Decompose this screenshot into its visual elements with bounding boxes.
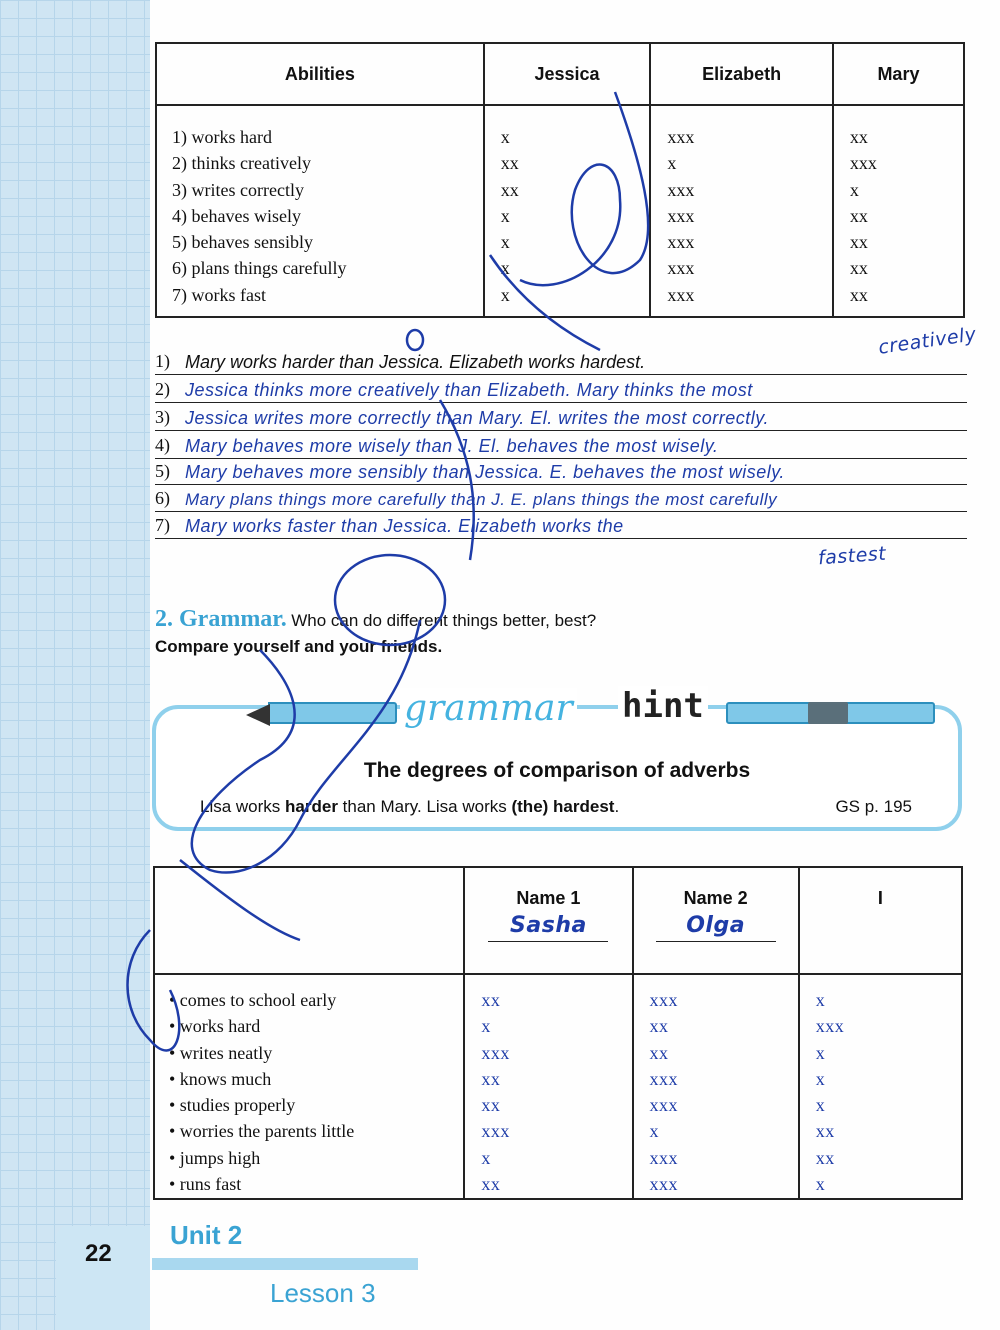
hint-title: The degrees of comparison of adverbs	[363, 759, 751, 782]
sentence-number: 7)	[155, 515, 170, 535]
table-row-ability: 4) behaves wisely	[172, 205, 301, 226]
mark-cell: x	[481, 1016, 491, 1037]
pencil-ferrule-icon	[808, 702, 848, 724]
abilities-table	[155, 42, 965, 318]
sentence-line-6	[155, 485, 967, 512]
hint-label-hint: hint	[618, 686, 708, 726]
mark-cell: x	[815, 990, 826, 1010]
table-row-activity: • comes to school early	[169, 990, 337, 1010]
lesson-label: Lesson 3	[270, 1278, 376, 1308]
col-header-empty	[154, 867, 464, 974]
mark-cell: xxx	[815, 1016, 845, 1037]
exercise-number: 2. Grammar.	[155, 606, 287, 632]
col-header-abilities: Abilities	[156, 43, 484, 105]
table-row-activity: • runs fast	[169, 1174, 242, 1195]
mark-cell: xxx	[849, 153, 877, 174]
col-header-jessica: Jessica	[484, 43, 651, 105]
sentence-number: 4)	[155, 435, 170, 455]
table-row-activity: • knows much	[169, 1068, 272, 1089]
table-row-ability: 7) works fast	[172, 284, 266, 305]
handwritten-answer: Mary plans things more carefully than J. E. plans things the most carefully	[185, 490, 778, 509]
mark-cell: x	[849, 179, 859, 200]
mark-cell: xx	[849, 258, 868, 279]
mark-cell: xxx	[667, 127, 695, 147]
abilities-column	[156, 105, 484, 317]
unit-bar	[152, 1258, 418, 1270]
mark-cell: xxx	[481, 1121, 510, 1142]
hint-example-part: .	[614, 797, 620, 816]
table-row-activity: • worries the parents little	[169, 1121, 355, 1142]
mark-cell: xxx	[649, 1147, 679, 1168]
handwritten-answer: Jessica writes more correctly than Mary. El. writes the most correctly.	[185, 408, 769, 428]
jessica-column	[484, 105, 651, 317]
exercise-instruction: Compare yourself and your friends.	[155, 637, 443, 656]
handwritten-tail-fastest: fastest	[817, 542, 887, 570]
mark-cell: xxx	[667, 284, 695, 305]
mark-cell: x	[649, 1121, 660, 1142]
sentence-number: 3)	[155, 407, 170, 427]
mark-cell: x	[500, 258, 510, 279]
mark-cell: xx	[481, 1068, 501, 1089]
sentence-number: 1)	[155, 351, 170, 371]
sentence-line-3	[155, 404, 967, 431]
mark-cell: xxx	[667, 258, 695, 279]
table-row-activity: • studies properly	[169, 1095, 296, 1116]
pencil-tip-icon	[246, 704, 270, 726]
mark-cell: x	[815, 1068, 826, 1089]
mark-cell: xx	[815, 1147, 835, 1168]
mary-column	[833, 105, 964, 317]
mark-cell: x	[500, 232, 510, 253]
table-row-ability: 5) behaves sensibly	[172, 232, 313, 253]
sentence-number: 2)	[155, 379, 170, 399]
mark-cell: xx	[649, 1042, 669, 1063]
unit-label: Unit 2	[170, 1220, 243, 1250]
mark-cell: xxx	[667, 205, 695, 226]
mark-cell: xx	[849, 205, 868, 226]
name2-column	[633, 974, 799, 1199]
table-header-row	[156, 43, 964, 105]
mark-cell: xxx	[481, 1042, 510, 1063]
mark-cell: xxx	[649, 1068, 679, 1089]
mark-cell: x	[815, 1095, 826, 1116]
name1-field: Sasha	[488, 913, 608, 942]
name2-field: Olga	[656, 913, 776, 942]
col-header-name1	[464, 867, 632, 974]
handwritten-tail-creatively: creatively	[876, 323, 978, 359]
mark-cell: xx	[481, 1095, 501, 1116]
hint-reference: GS p. 195	[835, 797, 912, 816]
mark-cell: xx	[815, 1121, 835, 1142]
mark-cell: x	[815, 1174, 826, 1195]
exercise-2	[155, 606, 596, 657]
table-row-ability: 6) plans things carefully	[172, 258, 347, 279]
mark-cell: xxx	[649, 1095, 679, 1116]
table-body-row	[154, 974, 962, 1199]
sentence-number: 6)	[155, 488, 170, 508]
activities-column	[154, 974, 464, 1199]
sentence-line-1	[155, 348, 967, 375]
table-row-activity: • jumps high	[169, 1147, 261, 1168]
col-header-label: Name 1	[516, 888, 581, 908]
mark-cell: x	[667, 153, 677, 174]
mark-cell: xx	[849, 232, 868, 253]
mark-cell: xx	[481, 1174, 501, 1195]
col-header-elizabeth: Elizabeth	[650, 43, 833, 105]
grid-margin	[0, 0, 150, 1330]
mark-cell: x	[500, 284, 510, 305]
mark-cell: xx	[500, 153, 519, 174]
sentence-text: Mary works harder than Jessica. Elizabeth works hardest.	[185, 352, 646, 372]
mark-cell: xxx	[649, 990, 679, 1010]
hint-example-part: Lisa works	[200, 797, 286, 816]
hint-example	[200, 797, 619, 817]
mark-cell: xx	[849, 127, 868, 147]
table-row-ability: 3) writes correctly	[172, 179, 304, 200]
mark-cell: x	[481, 1147, 491, 1168]
mark-cell: xx	[649, 1016, 669, 1037]
handwritten-answer: Mary behaves more wisely than J. El. behaves the most wisely.	[185, 436, 719, 456]
sentence-number: 5)	[155, 461, 170, 481]
hint-example-bold: (the) hardest	[511, 797, 615, 816]
comparison-table	[153, 866, 963, 1200]
col-header-i: I	[799, 867, 962, 974]
mark-cell: xxx	[667, 179, 695, 200]
table-header-row	[154, 867, 962, 974]
sentence-line-5	[155, 458, 967, 485]
handwritten-answer: Mary behaves more sensibly than Jessica. E. behaves the most wisely.	[185, 462, 785, 482]
sentence-line-2	[155, 376, 967, 403]
col-header-mary: Mary	[833, 43, 964, 105]
handwritten-answer: Jessica thinks more creatively than Elizabeth. Mary thinks the most	[185, 380, 753, 400]
table-body-row	[156, 105, 964, 317]
table-row-activity: • works hard	[169, 1016, 261, 1037]
mark-cell: xx	[481, 990, 501, 1010]
table-row-activity: • writes neatly	[169, 1042, 273, 1063]
col-header-name2	[633, 867, 799, 974]
handwritten-answer: Mary works faster than Jessica. Elizabeth works the	[185, 516, 624, 536]
hint-label-grammar: grammar	[400, 688, 577, 729]
elizabeth-column	[650, 105, 833, 317]
table-row-ability: 1) works hard	[172, 127, 272, 147]
mark-cell: xx	[849, 284, 868, 305]
page-number: 22	[85, 1240, 112, 1267]
mark-cell: xx	[500, 179, 519, 200]
mark-cell: x	[815, 1042, 826, 1063]
mark-cell: x	[500, 205, 510, 226]
hint-example-part: than Mary. Lisa works	[337, 797, 512, 816]
me-column	[799, 974, 962, 1199]
col-header-label: Name 2	[683, 888, 748, 908]
hint-example-bold: harder	[285, 797, 338, 816]
mark-cell: xxx	[649, 1174, 679, 1195]
mark-cell: x	[500, 127, 510, 147]
sentence-line-7	[155, 512, 967, 539]
table-row-ability: 2) thinks creatively	[172, 153, 311, 174]
name1-column	[464, 974, 632, 1199]
mark-cell: xxx	[667, 232, 695, 253]
pencil-left-icon	[268, 702, 397, 724]
sentence-line-4	[155, 432, 967, 459]
exercise-question: Who can do different things better, best?	[291, 611, 597, 630]
